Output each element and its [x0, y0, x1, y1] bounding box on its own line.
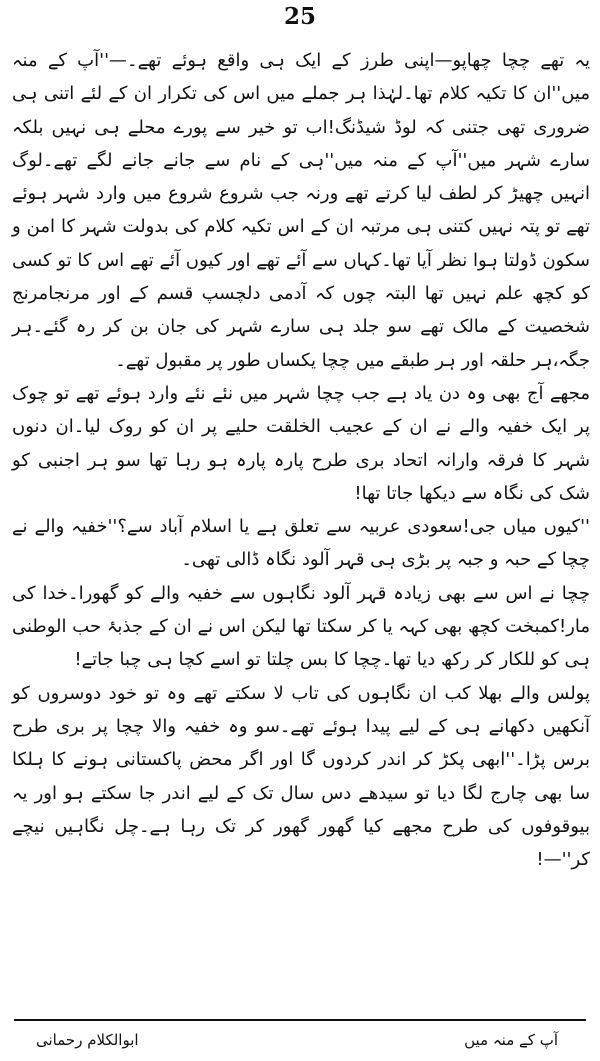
footer-book-title: آپ کے منہ میں	[464, 1031, 558, 1049]
page-number: 25	[283, 3, 316, 30]
paragraph: چچا نے اس سے بھی زیادہ قہر آلود نگاہوں سے خفیہ والے کو گھورا۔خدا کی مار!کمبخت کچھ بھی کہہ یا کر سکتا تھا لیکن اس نے ان کے جذبۂ حب الوطنی ہی کو للکار کر رکھ دیا تھا۔چچا کا بس چلتا تو اسے کچا ہی چبا جاتے!	[12, 582, 590, 671]
paragraph: پولس والے بھلا کب ان نگاہوں کی تاب لا سکتے تھے وہ تو خود دوسروں کو آنکھیں دکھانے ہی کے لیے پیدا ہوئے تھے۔سو وہ خفیہ والا چچا پر بری طرح برس پڑا۔''ابھی پکڑ کر اندر کردوں گا اور اگر محض پاکستانی ہونے کا ہلکا سا بھی چارج لگا دیا تو سیدھے دس سال تک کے لیے اندر جا سکتے ہو اور یہ بیوقوفوں کی طرح مجھے کیا گھور گھور کر تک رہا ہے۔چل نگاہیں نیچے کر''—!	[12, 682, 590, 871]
paragraph: یہ تھے چچا چھاپو—اپنی طرز کے ایک ہی واقع ہوئے تھے۔—''آپ کے منہ میں''ان کا تکیہ کلام تھا۔لہٰذا ہر جملے میں اس کی تکرار ان کے لئے اتنی ہی ضروری تھی جتنی کہ لوڈ شیڈنگ!اب تو خیر سے پورے محلے ہی نہیں بلکہ سارے شہر میں''آپ کے منہ میں''ہی کے نام سے جانے جانے لگے تھے۔لوگ انہیں چھیڑ کر لطف لیا کرتے تھے ورنہ جب شروع شروع میں وارد شہر ہوئے تھے تو پتہ نہیں کتنی ہی مرتبہ ان کے اس تکیہ کلام کی بدولت شہر کا امن و سکون ڈولتا ہوا نظر آیا تھا۔کہاں سے آئے تھے اور کیوں آئے تھے اس کا تو کسی کو کچھ علم نہیں تھا البتہ چوں کہ آدمی دلچسپ قسم کے اور مرنجامرنج شخصیت کے مالک تھے سو جلد ہی سارے شہر کی جان بن کر رہ گئے۔ہر جگہ،ہر حلقہ اور ہر طبقے میں چچا یکساں طور پر مقبول تھے۔	[12, 50, 590, 371]
body-text	[12, 44, 590, 876]
paragraph: مجھے آج بھی وہ دن یاد ہے جب چچا شہر میں نئے نئے وارد ہوئے تھے تو چوک پر ایک خفیہ والے نے ان کے عجیب الخلقت حلیے پر ان کو روک لیا۔ان دنوں شہر کا فرقہ وارانہ اتحاد بری طرح پارہ پارہ ہو رہا تھا سو ہر اجنبی کو شک کی نگاہ سے دیکھا جاتا تھا!	[12, 382, 590, 504]
page-footer	[14, 1026, 586, 1054]
footer-author-name: ابوالکلام رحمانی	[36, 1031, 139, 1049]
footer-divider	[14, 1019, 586, 1021]
paragraph: ''کیوں میاں جی!سعودی عربیہ سے تعلق ہے یا اسلام آباد سے؟''خفیہ والے نے چچا کے حبہ و جبہ پر بڑی ہی قہر آلود نگاہ ڈالی تھی۔	[12, 516, 590, 571]
